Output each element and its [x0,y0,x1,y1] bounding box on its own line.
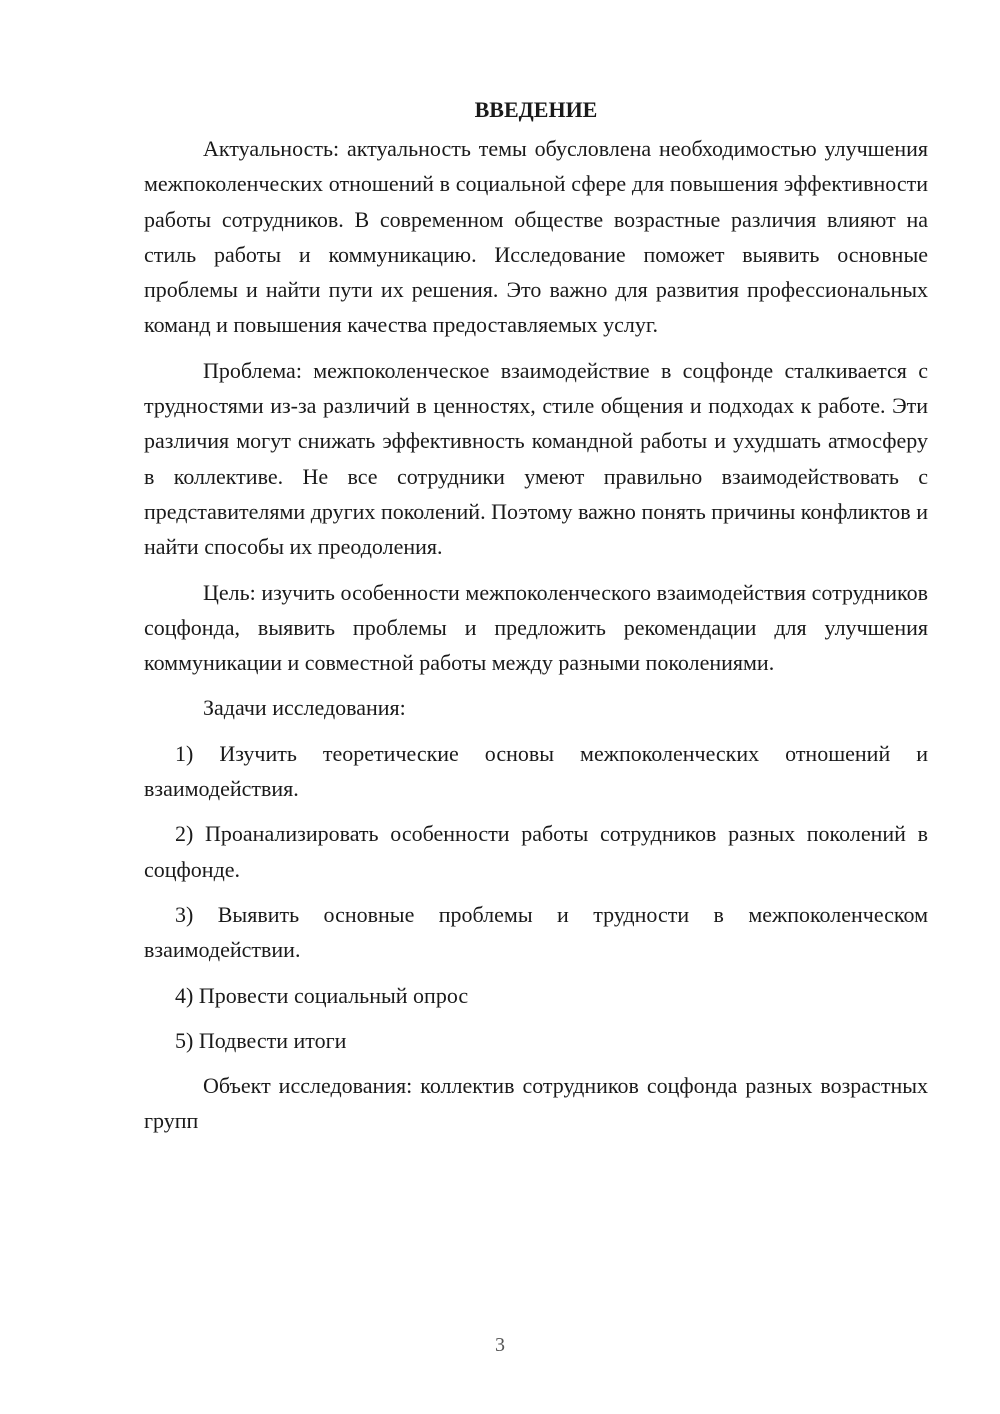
paragraph-relevance: Актуальность: актуальность темы обусловлена необходимостью улучшения межпоколенческих отношений в социальной сфере для повышения эффективности работы сотрудников. В современном обществе возрастные различия влияют на стиль работы и коммуникацию. Исследование поможет выявить основные проблемы и найти пути их решения. Это важно для развития профессиональных команд и повышения качества предоставляемых услуг. [144,136,928,338]
task-item-1: 1) Изучить теоретические основы межпоколенческих отношений и взаимодействия. [144,740,928,802]
paragraph-goal: Цель: изучить особенности межпоколенческого взаимодействия сотрудников соцфонда, выявить проблемы и предложить рекомендации для улучшения коммуникации и совместной работы между разными поколениями. [144,579,928,676]
task-item-3: 3) Выявить основные проблемы и трудности в межпоколенческом взаимодействии. [144,901,928,963]
page-title: ВВЕДЕНИЕ [474,97,598,122]
paragraph-problem: Проблема: межпоколенческое взаимодействие в соцфонде сталкивается с трудностями из-за различий в ценностях, стиле общения и подходах к работе. Эти различия могут снижать эффективность командной работы и ухудшать атмосферу в коллективе. Не все сотрудники умеют правильно взаимодействовать с представителями других поколений. Поэтому важно понять причины конфликтов и найти способы их преодоления. [144,357,928,560]
task-item-5: 5) Подвести итоги [175,1027,347,1053]
document-page [144,92,928,1149]
tasks-heading: Задачи исследования: [203,695,406,721]
paragraph-object: Объект исследования: коллектив сотрудников соцфонда разных возрастных групп [144,1073,928,1134]
task-item-4: 4) Провести социальный опрос [175,982,469,1008]
task-item-2: 2) Проанализировать особенности работы сотрудников разных поколений в соцфонде. [144,821,928,882]
page-number: 3 [495,1334,505,1356]
